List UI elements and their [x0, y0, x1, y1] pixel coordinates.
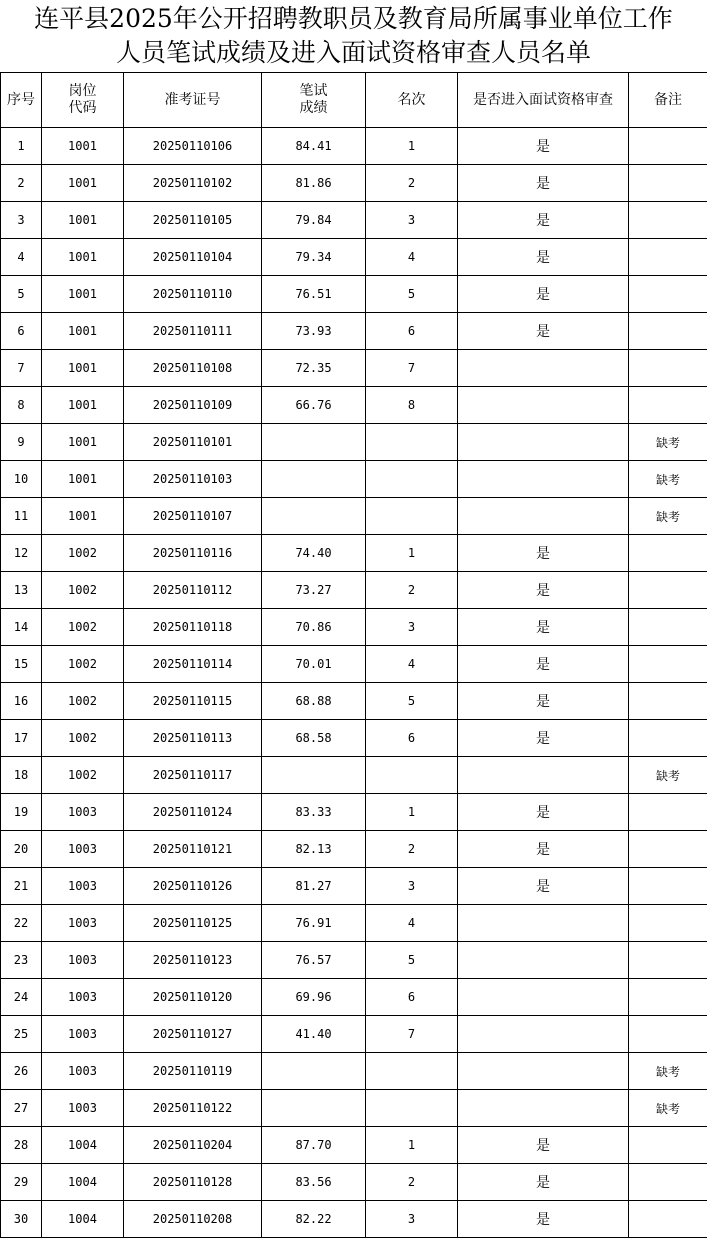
cell-rank: 2 [366, 572, 458, 609]
cell-written-score [262, 1090, 366, 1127]
cell-remark [629, 387, 707, 424]
table-row [1, 535, 707, 572]
cell-remark [629, 1164, 707, 1201]
cell-ticket-number: 20250110125 [124, 905, 262, 942]
cell-post-code: 1003 [42, 831, 124, 868]
cell-remark [629, 1016, 707, 1053]
cell-ticket-number: 20250110121 [124, 831, 262, 868]
cell-advance: 是 [458, 646, 629, 683]
cell-post-code: 1003 [42, 1090, 124, 1127]
cell-post-code: 1003 [42, 942, 124, 979]
cell-seq: 25 [1, 1016, 42, 1053]
document-title [0, 0, 707, 72]
cell-seq: 15 [1, 646, 42, 683]
cell-remark: 缺考 [629, 1053, 707, 1090]
table-row [1, 572, 707, 609]
cell-seq: 7 [1, 350, 42, 387]
cell-seq: 5 [1, 276, 42, 313]
cell-rank [366, 424, 458, 461]
cell-advance: 是 [458, 683, 629, 720]
cell-advance [458, 1053, 629, 1090]
cell-written-score: 41.40 [262, 1016, 366, 1053]
cell-remark [629, 868, 707, 905]
cell-remark: 缺考 [629, 1090, 707, 1127]
cell-advance: 是 [458, 535, 629, 572]
cell-post-code: 1001 [42, 202, 124, 239]
cell-seq: 19 [1, 794, 42, 831]
title-line-1: 连平县2025年公开招聘教职员及教育局所属事业单位工作 [0, 2, 707, 36]
cell-ticket-number: 20250110112 [124, 572, 262, 609]
cell-ticket-number: 20250110127 [124, 1016, 262, 1053]
table-header-row [1, 73, 707, 128]
cell-ticket-number: 20250110103 [124, 461, 262, 498]
cell-rank [366, 757, 458, 794]
cell-ticket-number: 20250110108 [124, 350, 262, 387]
cell-written-score: 70.86 [262, 609, 366, 646]
cell-ticket-number: 20250110104 [124, 239, 262, 276]
cell-ticket-number: 20250110102 [124, 165, 262, 202]
cell-rank: 1 [366, 794, 458, 831]
cell-rank [366, 1053, 458, 1090]
cell-rank: 5 [366, 942, 458, 979]
cell-written-score: 73.27 [262, 572, 366, 609]
cell-advance: 是 [458, 831, 629, 868]
cell-post-code: 1004 [42, 1164, 124, 1201]
cell-rank: 5 [366, 683, 458, 720]
cell-advance: 是 [458, 165, 629, 202]
cell-remark: 缺考 [629, 757, 707, 794]
table-row [1, 313, 707, 350]
cell-remark [629, 1127, 707, 1164]
cell-remark [629, 794, 707, 831]
cell-remark: 缺考 [629, 461, 707, 498]
cell-rank: 2 [366, 1164, 458, 1201]
header-post-line-1: 岗位 [42, 83, 123, 100]
table-row [1, 165, 707, 202]
cell-rank: 1 [366, 535, 458, 572]
cell-ticket-number: 20250110204 [124, 1127, 262, 1164]
cell-written-score: 83.33 [262, 794, 366, 831]
cell-ticket-number: 20250110116 [124, 535, 262, 572]
cell-remark [629, 942, 707, 979]
cell-rank: 7 [366, 350, 458, 387]
cell-post-code: 1001 [42, 387, 124, 424]
cell-ticket-number: 20250110106 [124, 128, 262, 165]
cell-ticket-number: 20250110113 [124, 720, 262, 757]
cell-written-score: 66.76 [262, 387, 366, 424]
cell-ticket-number: 20250110124 [124, 794, 262, 831]
cell-written-score: 87.70 [262, 1127, 366, 1164]
cell-post-code: 1002 [42, 535, 124, 572]
cell-seq: 11 [1, 498, 42, 535]
table-row [1, 387, 707, 424]
cell-post-code: 1001 [42, 424, 124, 461]
cell-remark [629, 239, 707, 276]
header-advance: 是否进入面试资格审查 [458, 73, 629, 128]
cell-written-score: 76.91 [262, 905, 366, 942]
cell-post-code: 1002 [42, 757, 124, 794]
header-post-line-2: 代码 [42, 100, 123, 117]
cell-remark [629, 165, 707, 202]
cell-rank: 1 [366, 128, 458, 165]
cell-written-score: 76.51 [262, 276, 366, 313]
table-row [1, 498, 707, 535]
cell-rank: 3 [366, 868, 458, 905]
cell-written-score: 76.57 [262, 942, 366, 979]
table-row [1, 1201, 707, 1238]
cell-remark [629, 720, 707, 757]
cell-rank [366, 498, 458, 535]
cell-seq: 16 [1, 683, 42, 720]
cell-ticket-number: 20250110128 [124, 1164, 262, 1201]
cell-post-code: 1001 [42, 239, 124, 276]
cell-advance: 是 [458, 128, 629, 165]
cell-seq: 1 [1, 128, 42, 165]
cell-post-code: 1002 [42, 572, 124, 609]
table-row [1, 794, 707, 831]
cell-advance: 是 [458, 276, 629, 313]
table-row [1, 424, 707, 461]
cell-post-code: 1001 [42, 128, 124, 165]
table-row [1, 239, 707, 276]
cell-remark [629, 535, 707, 572]
cell-written-score: 83.56 [262, 1164, 366, 1201]
cell-rank: 4 [366, 239, 458, 276]
cell-ticket-number: 20250110107 [124, 498, 262, 535]
cell-written-score: 81.27 [262, 868, 366, 905]
table-row [1, 905, 707, 942]
cell-seq: 6 [1, 313, 42, 350]
cell-ticket-number: 20250110118 [124, 609, 262, 646]
cell-written-score: 70.01 [262, 646, 366, 683]
cell-post-code: 1001 [42, 461, 124, 498]
title-line-2: 人员笔试成绩及进入面试资格审查人员名单 [0, 36, 707, 70]
cell-seq: 14 [1, 609, 42, 646]
cell-rank: 3 [366, 1201, 458, 1238]
cell-rank: 3 [366, 202, 458, 239]
table-body [1, 128, 707, 1238]
cell-advance: 是 [458, 794, 629, 831]
cell-advance: 是 [458, 1164, 629, 1201]
cell-advance: 是 [458, 202, 629, 239]
cell-rank: 1 [366, 1127, 458, 1164]
cell-advance: 是 [458, 609, 629, 646]
cell-advance: 是 [458, 572, 629, 609]
table-row [1, 646, 707, 683]
cell-ticket-number: 20250110120 [124, 979, 262, 1016]
cell-ticket-number: 20250110111 [124, 313, 262, 350]
cell-remark [629, 646, 707, 683]
cell-post-code: 1004 [42, 1127, 124, 1164]
table-row [1, 757, 707, 794]
cell-ticket-number: 20250110105 [124, 202, 262, 239]
header-score-line-2: 成绩 [262, 100, 365, 117]
cell-written-score: 81.86 [262, 165, 366, 202]
cell-rank: 5 [366, 276, 458, 313]
cell-post-code: 1003 [42, 1016, 124, 1053]
cell-ticket-number: 20250110114 [124, 646, 262, 683]
table-row [1, 1090, 707, 1127]
cell-seq: 8 [1, 387, 42, 424]
cell-remark: 缺考 [629, 498, 707, 535]
cell-remark [629, 202, 707, 239]
cell-advance [458, 387, 629, 424]
cell-advance [458, 498, 629, 535]
cell-remark [629, 572, 707, 609]
table-row [1, 683, 707, 720]
cell-post-code: 1001 [42, 276, 124, 313]
table-row [1, 202, 707, 239]
cell-remark [629, 128, 707, 165]
cell-remark [629, 609, 707, 646]
cell-seq: 20 [1, 831, 42, 868]
table-row [1, 831, 707, 868]
table-row [1, 1127, 707, 1164]
cell-advance: 是 [458, 868, 629, 905]
cell-rank: 2 [366, 165, 458, 202]
cell-seq: 3 [1, 202, 42, 239]
cell-ticket-number: 20250110123 [124, 942, 262, 979]
cell-post-code: 1001 [42, 350, 124, 387]
table-row [1, 979, 707, 1016]
cell-seq: 24 [1, 979, 42, 1016]
cell-remark [629, 1201, 707, 1238]
cell-advance [458, 905, 629, 942]
header-remark: 备注 [629, 73, 707, 128]
cell-written-score: 82.22 [262, 1201, 366, 1238]
cell-seq: 28 [1, 1127, 42, 1164]
table-row [1, 868, 707, 905]
cell-advance [458, 979, 629, 1016]
cell-remark [629, 905, 707, 942]
header-ticket-number: 准考证号 [124, 73, 262, 128]
cell-written-score: 82.13 [262, 831, 366, 868]
cell-post-code: 1001 [42, 313, 124, 350]
cell-seq: 26 [1, 1053, 42, 1090]
header-written-score [262, 73, 366, 128]
cell-rank: 7 [366, 1016, 458, 1053]
cell-advance: 是 [458, 1201, 629, 1238]
table-row [1, 609, 707, 646]
cell-ticket-number: 20250110109 [124, 387, 262, 424]
cell-post-code: 1003 [42, 979, 124, 1016]
table-row [1, 1053, 707, 1090]
cell-post-code: 1004 [42, 1201, 124, 1238]
cell-written-score: 73.93 [262, 313, 366, 350]
cell-ticket-number: 20250110117 [124, 757, 262, 794]
header-rank: 名次 [366, 73, 458, 128]
cell-seq: 2 [1, 165, 42, 202]
cell-written-score: 74.40 [262, 535, 366, 572]
cell-advance [458, 1090, 629, 1127]
cell-rank: 6 [366, 720, 458, 757]
cell-rank: 3 [366, 609, 458, 646]
cell-written-score [262, 757, 366, 794]
cell-written-score [262, 1053, 366, 1090]
cell-post-code: 1001 [42, 165, 124, 202]
cell-seq: 22 [1, 905, 42, 942]
cell-post-code: 1003 [42, 868, 124, 905]
cell-ticket-number: 20250110115 [124, 683, 262, 720]
table-row [1, 1016, 707, 1053]
cell-post-code: 1002 [42, 720, 124, 757]
table-row [1, 1164, 707, 1201]
cell-rank: 6 [366, 979, 458, 1016]
cell-advance: 是 [458, 239, 629, 276]
header-seq: 序号 [1, 73, 42, 128]
cell-remark [629, 276, 707, 313]
cell-remark: 缺考 [629, 424, 707, 461]
results-table [0, 72, 707, 1238]
cell-rank: 6 [366, 313, 458, 350]
cell-seq: 18 [1, 757, 42, 794]
cell-written-score: 84.41 [262, 128, 366, 165]
header-score-line-1: 笔试 [262, 83, 365, 100]
cell-written-score [262, 461, 366, 498]
cell-rank: 8 [366, 387, 458, 424]
cell-advance: 是 [458, 313, 629, 350]
cell-ticket-number: 20250110122 [124, 1090, 262, 1127]
cell-remark [629, 350, 707, 387]
table-row [1, 350, 707, 387]
cell-seq: 13 [1, 572, 42, 609]
cell-seq: 23 [1, 942, 42, 979]
cell-seq: 21 [1, 868, 42, 905]
cell-post-code: 1003 [42, 905, 124, 942]
cell-written-score: 68.88 [262, 683, 366, 720]
table-row [1, 128, 707, 165]
cell-post-code: 1002 [42, 609, 124, 646]
cell-remark [629, 313, 707, 350]
cell-written-score [262, 498, 366, 535]
cell-ticket-number: 20250110126 [124, 868, 262, 905]
cell-seq: 10 [1, 461, 42, 498]
cell-advance: 是 [458, 720, 629, 757]
cell-written-score: 79.84 [262, 202, 366, 239]
table-row [1, 942, 707, 979]
cell-post-code: 1003 [42, 1053, 124, 1090]
cell-ticket-number: 20250110208 [124, 1201, 262, 1238]
cell-seq: 29 [1, 1164, 42, 1201]
cell-seq: 4 [1, 239, 42, 276]
header-post-code [42, 73, 124, 128]
cell-post-code: 1002 [42, 683, 124, 720]
cell-advance [458, 757, 629, 794]
cell-advance [458, 1016, 629, 1053]
cell-advance [458, 942, 629, 979]
cell-written-score: 69.96 [262, 979, 366, 1016]
cell-written-score: 79.34 [262, 239, 366, 276]
cell-seq: 27 [1, 1090, 42, 1127]
cell-post-code: 1003 [42, 794, 124, 831]
table-row [1, 720, 707, 757]
cell-seq: 12 [1, 535, 42, 572]
cell-rank [366, 1090, 458, 1127]
cell-post-code: 1002 [42, 646, 124, 683]
cell-advance: 是 [458, 1127, 629, 1164]
cell-rank: 4 [366, 905, 458, 942]
cell-advance [458, 461, 629, 498]
cell-ticket-number: 20250110119 [124, 1053, 262, 1090]
cell-post-code: 1001 [42, 498, 124, 535]
cell-rank: 4 [366, 646, 458, 683]
cell-written-score [262, 424, 366, 461]
cell-seq: 30 [1, 1201, 42, 1238]
table-row [1, 461, 707, 498]
cell-seq: 9 [1, 424, 42, 461]
cell-ticket-number: 20250110110 [124, 276, 262, 313]
cell-remark [629, 831, 707, 868]
cell-seq: 17 [1, 720, 42, 757]
cell-written-score: 68.58 [262, 720, 366, 757]
table-row [1, 276, 707, 313]
cell-advance [458, 424, 629, 461]
cell-remark [629, 683, 707, 720]
cell-remark [629, 979, 707, 1016]
cell-ticket-number: 20250110101 [124, 424, 262, 461]
cell-rank: 2 [366, 831, 458, 868]
cell-written-score: 72.35 [262, 350, 366, 387]
cell-rank [366, 461, 458, 498]
cell-advance [458, 350, 629, 387]
